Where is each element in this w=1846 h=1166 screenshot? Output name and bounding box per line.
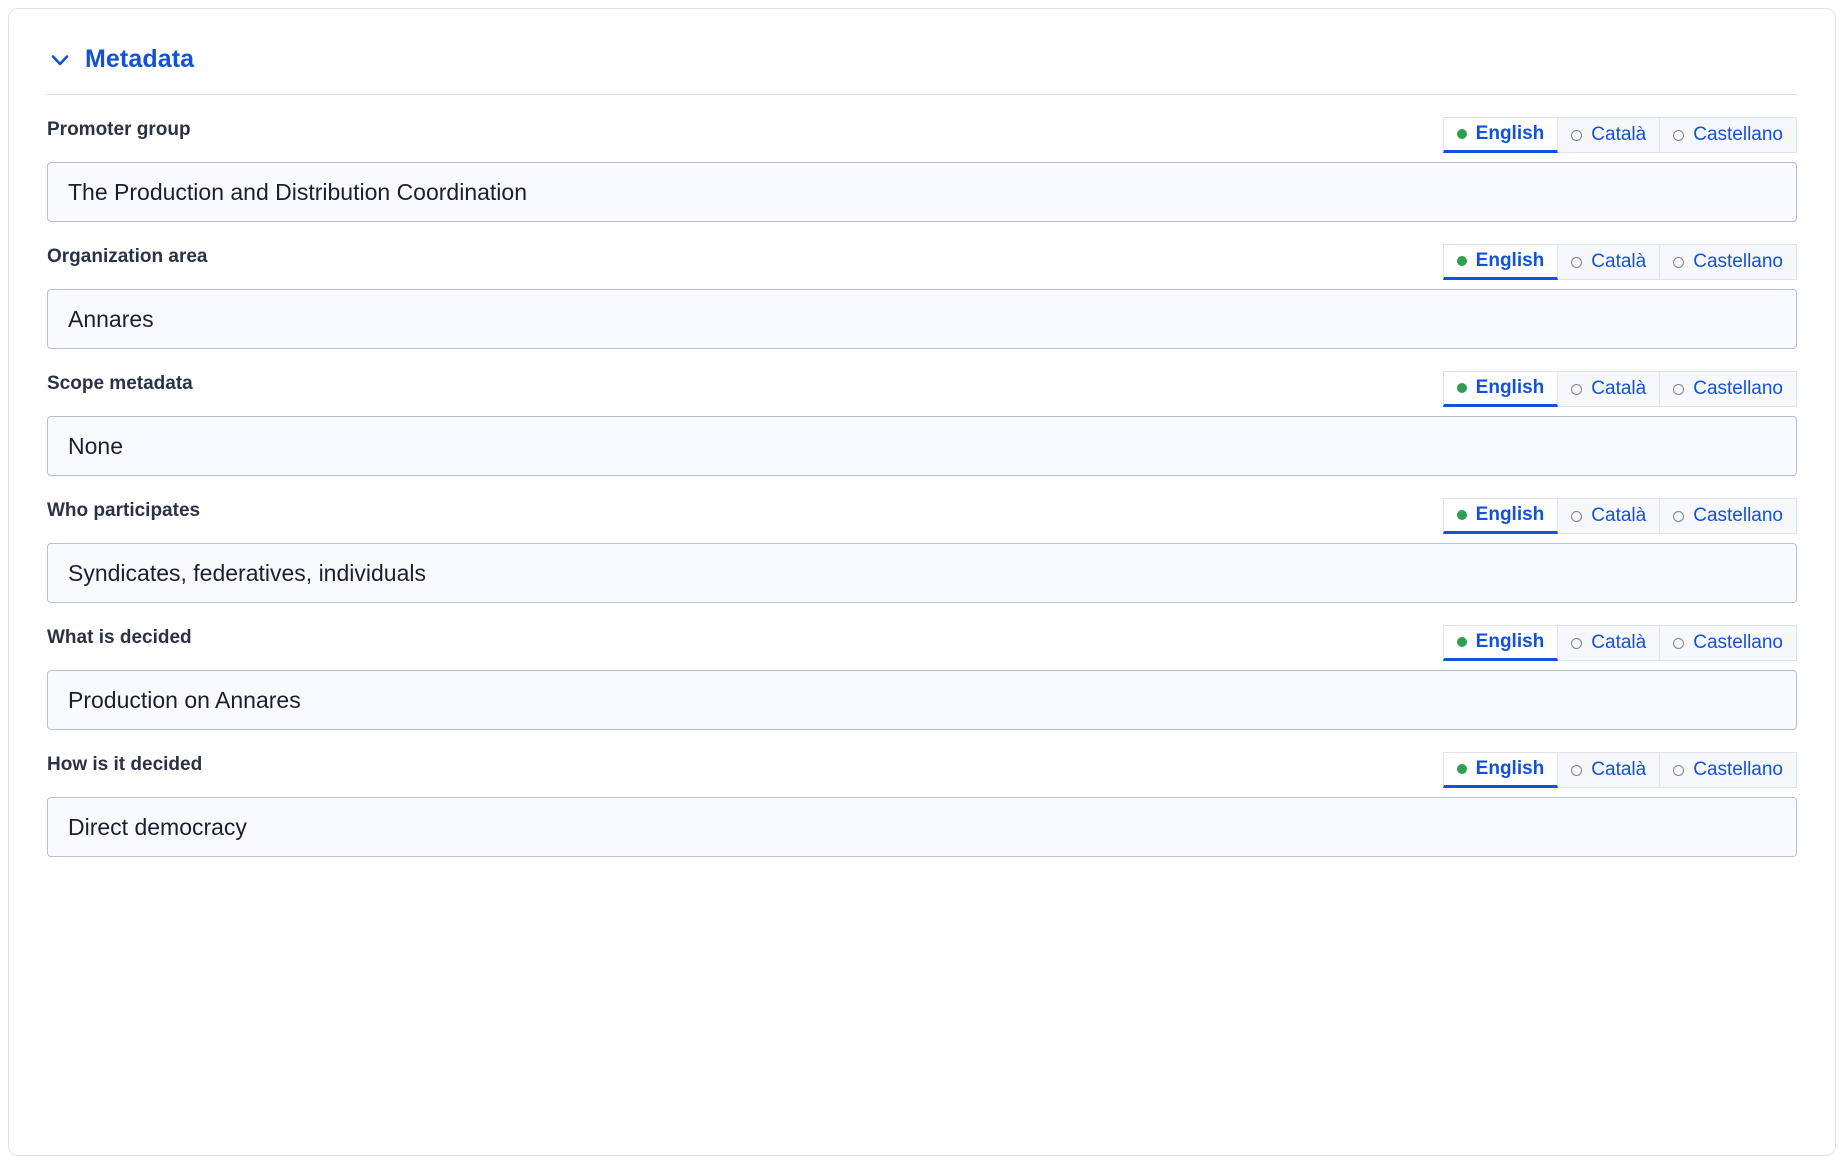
status-dot-icon bbox=[1457, 129, 1467, 139]
lang-tab-catala[interactable] bbox=[1558, 752, 1660, 788]
lang-tab-label: Castellano bbox=[1693, 378, 1783, 399]
lang-tab-label: English bbox=[1475, 377, 1545, 398]
field-how-is-it-decided bbox=[47, 730, 1797, 857]
lang-tab-castellano[interactable] bbox=[1660, 117, 1797, 153]
field-header bbox=[47, 625, 1797, 659]
status-dot-icon bbox=[1571, 511, 1582, 522]
status-dot-icon bbox=[1457, 383, 1467, 393]
language-tabs bbox=[1443, 244, 1797, 280]
metadata-panel bbox=[8, 8, 1836, 1156]
lang-tab-castellano[interactable] bbox=[1660, 244, 1797, 280]
chevron-down-icon[interactable] bbox=[47, 47, 73, 73]
lang-tab-catala[interactable] bbox=[1558, 625, 1660, 661]
organization-area-input[interactable]: Annares bbox=[47, 289, 1797, 349]
lang-tab-catala[interactable] bbox=[1558, 498, 1660, 534]
scope-metadata-input[interactable]: None bbox=[47, 416, 1797, 476]
field-label: Promoter group bbox=[47, 119, 191, 140]
status-dot-icon bbox=[1571, 765, 1582, 776]
language-tabs bbox=[1443, 117, 1797, 153]
field-label: Who participates bbox=[47, 500, 201, 521]
lang-tab-label: Català bbox=[1591, 759, 1647, 780]
lang-tab-castellano[interactable] bbox=[1660, 498, 1797, 534]
field-header bbox=[47, 244, 1797, 278]
field-label: Scope metadata bbox=[47, 373, 193, 394]
status-dot-icon bbox=[1673, 257, 1684, 268]
language-tabs bbox=[1443, 371, 1797, 407]
lang-tab-label: Català bbox=[1591, 505, 1647, 526]
what-is-decided-input[interactable]: Production on Annares bbox=[47, 670, 1797, 730]
field-header bbox=[47, 371, 1797, 405]
field-scope-metadata bbox=[47, 349, 1797, 476]
lang-tab-catala[interactable] bbox=[1558, 244, 1660, 280]
who-participates-input[interactable]: Syndicates, federatives, individuals bbox=[47, 543, 1797, 603]
lang-tab-label: English bbox=[1475, 250, 1545, 271]
lang-tab-english[interactable] bbox=[1443, 752, 1559, 788]
lang-tab-label: English bbox=[1475, 758, 1545, 779]
lang-tab-label: Castellano bbox=[1693, 124, 1783, 145]
lang-tab-castellano[interactable] bbox=[1660, 371, 1797, 407]
status-dot-icon bbox=[1457, 637, 1467, 647]
field-promoter-group bbox=[47, 95, 1797, 222]
lang-tab-english[interactable] bbox=[1443, 625, 1559, 661]
field-label: Organization area bbox=[47, 246, 208, 267]
status-dot-icon bbox=[1457, 256, 1467, 266]
field-header bbox=[47, 752, 1797, 786]
lang-tab-english[interactable] bbox=[1443, 117, 1559, 153]
status-dot-icon bbox=[1571, 130, 1582, 141]
status-dot-icon bbox=[1673, 511, 1684, 522]
field-label: How is it decided bbox=[47, 754, 203, 775]
lang-tab-catala[interactable] bbox=[1558, 117, 1660, 153]
status-dot-icon bbox=[1571, 384, 1582, 395]
metadata-panel-header[interactable] bbox=[47, 9, 1797, 95]
lang-tab-castellano[interactable] bbox=[1660, 625, 1797, 661]
lang-tab-catala[interactable] bbox=[1558, 371, 1660, 407]
lang-tab-english[interactable] bbox=[1443, 244, 1559, 280]
lang-tab-english[interactable] bbox=[1443, 498, 1559, 534]
page-title: Metadata bbox=[85, 45, 195, 73]
status-dot-icon bbox=[1673, 384, 1684, 395]
status-dot-icon bbox=[1457, 764, 1467, 774]
lang-tab-castellano[interactable] bbox=[1660, 752, 1797, 788]
lang-tab-label: English bbox=[1475, 504, 1545, 525]
status-dot-icon bbox=[1457, 510, 1467, 520]
lang-tab-label: Català bbox=[1591, 378, 1647, 399]
lang-tab-label: English bbox=[1475, 631, 1545, 652]
how-is-it-decided-input[interactable]: Direct democracy bbox=[47, 797, 1797, 857]
field-header bbox=[47, 117, 1797, 151]
lang-tab-label: English bbox=[1475, 123, 1545, 144]
status-dot-icon bbox=[1673, 765, 1684, 776]
lang-tab-label: Castellano bbox=[1693, 251, 1783, 272]
language-tabs bbox=[1443, 498, 1797, 534]
promoter-group-input[interactable]: The Production and Distribution Coordination bbox=[47, 162, 1797, 222]
field-what-is-decided bbox=[47, 603, 1797, 730]
status-dot-icon bbox=[1571, 638, 1582, 649]
field-label: What is decided bbox=[47, 627, 192, 648]
status-dot-icon bbox=[1571, 257, 1582, 268]
status-dot-icon bbox=[1673, 130, 1684, 141]
lang-tab-english[interactable] bbox=[1443, 371, 1559, 407]
language-tabs bbox=[1443, 625, 1797, 661]
field-who-participates bbox=[47, 476, 1797, 603]
language-tabs bbox=[1443, 752, 1797, 788]
status-dot-icon bbox=[1673, 638, 1684, 649]
lang-tab-label: Català bbox=[1591, 251, 1647, 272]
lang-tab-label: Català bbox=[1591, 632, 1647, 653]
lang-tab-label: Castellano bbox=[1693, 759, 1783, 780]
lang-tab-label: Castellano bbox=[1693, 505, 1783, 526]
field-organization-area bbox=[47, 222, 1797, 349]
metadata-fields bbox=[47, 95, 1797, 857]
field-header bbox=[47, 498, 1797, 532]
lang-tab-label: Castellano bbox=[1693, 632, 1783, 653]
lang-tab-label: Català bbox=[1591, 124, 1647, 145]
